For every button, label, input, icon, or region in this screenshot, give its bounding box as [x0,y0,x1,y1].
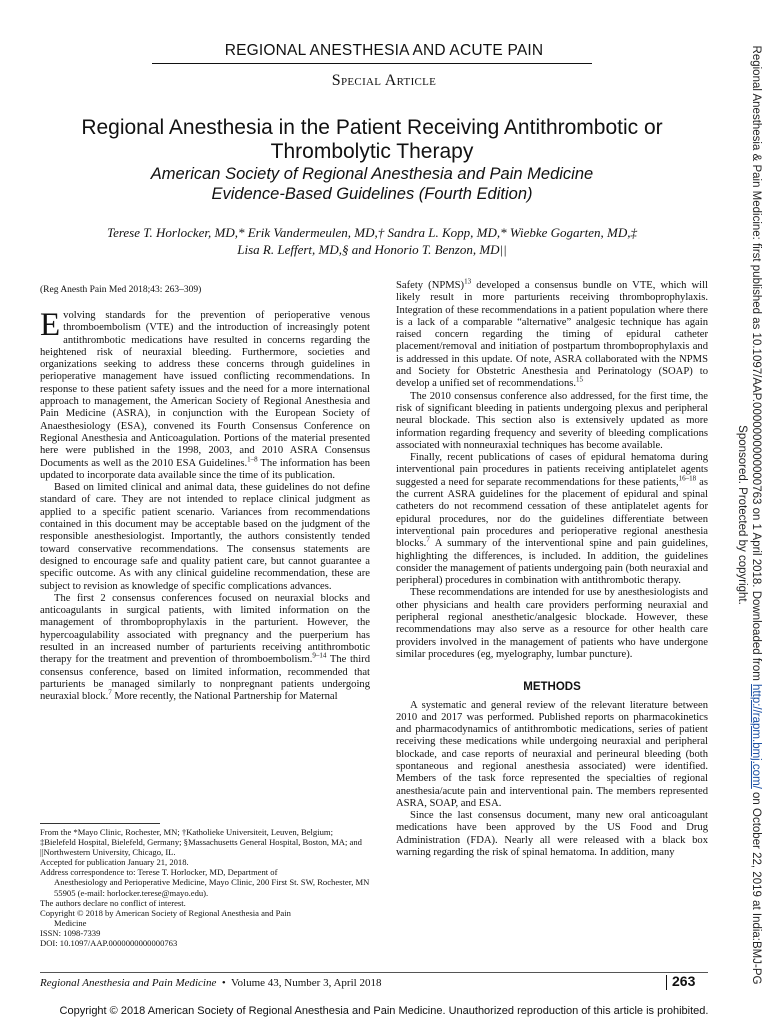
citation: (Reg Anesth Pain Med 2018;43: 263–309) [40,285,202,295]
right-column [396,277,709,859]
footnote-copyright-cont: Medicine [54,917,87,928]
article-type: Special Article [331,72,437,89]
side-note-line-1: Regional Anesthesia & Pain Medicine: first published as 10.1097/AAP.0000000000000763 on 1 April 2018. Downloaded from http://rapm.bmj.com/ on October 22, 2019 at India:BMJ-PG [750,45,762,985]
page-number: 263 [672,973,696,989]
footnote-address: Address correspondence to: Terese T. Horlocker, MD, Department of [40,867,278,878]
page-number-bar [666,975,667,990]
intro-paragraph-2: Based on limited clinical and animal data, these guidelines do not define standard of care. They are not intended to replace clinical judgment as applied to a specific patient scenario. Variances from recommendations contained in this document may be acceptable based on the judgment of the responsible anesthesiologist. Importantly, the authors consistently tended toward conservative recommendations. The consensus statements are designed to encourage safe and quality patient care, but cannot guarantee a specific outcome. As with any clinical guideline recommendation, these are subject to revision as knowledge of specific complications advances. [40,482,370,592]
left-column [40,307,371,704]
intro-paragraph-4: Safety (NPMS)$^{13}$ developed a consensus bundle on VTE, which will likely result in more parturients receiving thromboprophylaxis. Integration of these recommendations in a patient population where there is a lack of a comparable “alternative” analgesic technique has again raised concern regarding the timing of epidural catheter placement/removal and initiation of postpartum thromboprophylaxis and is addressed in this update. Of note, ASRA collaborated with the NPMS and Society for Obstetric Anesthesia and Perinatology (SOAP) to develop a unified set of recommendations.$^{15}$ [396,277,709,390]
footnote-conflict: The authors declare no conflict of interest. [40,897,186,908]
side-download-note [727,20,763,1010]
article-title: Regional Anesthesia in the Patient Receiving Antithrombotic or Thrombolytic Therapy [81,116,663,163]
footnote-rule [40,823,160,824]
intro-paragraph-7: These recommendations are intended for use by anesthesiologists and other physicians and health care providers performing neuraxial and peripheral regional anesthetic/analgesic blockade. However, these recommendations may also serve as a resource for other health care providers involved in the management of patients who have undergone similar procedures (eg, myelography, lumbar puncture). [396,587,708,660]
article-subtitle [100,164,644,204]
journal-section-header: REGIONAL ANESTHESIA AND ACUTE PAIN [224,42,544,59]
footnote-issn: ISSN: 1098-7339 [40,927,101,938]
rapm-link[interactable]: http://rapm.bmj.com/ [750,684,762,789]
subtitle-line-1: American Society of Regional Anesthesia and Pain Medicine [150,165,594,183]
intro-paragraph-6: Finally, recent publications of cases of epidural hematoma during interventional pain procedures in patients receiving antiplatelet agents suggested a need for separate recommendations for these patients,$^{16-18}$ as the current ASRA guidelines for the placement of epidural and spinal catheters do not recommend cessation of these antiplatelet agents for epidural procedures, nor do the guidelines differentiate between interventional pain procedures and perioperative regional anesthesia blocks.$^7$ A summary of the interventional spine and pain guidelines, highlighting the differences, is included. In addition, the guidelines consider the management of patients undergoing pain (both neuraxial and peripheral) procedures in combination with antithrombotic therapy. [396,452,708,587]
footnote-copyright: Copyright © 2018 by American Society of Regional Anesthesia and Pain [40,907,291,918]
authors-line-2: Lisa R. Leffert, MD,§ and Honorio T. Benzon, MD|| [237,242,507,257]
intro-paragraph-5: The 2010 consensus conference also addressed, for the first time, the risk of significant bleeding in patients undergoing plexus and peripheral neural blockade. This section also is extensively updated as more information regarding frequency and severity of bleeding complications associated with nonneuraxial techniques has become available. [396,390,708,451]
methods-paragraph-2: Since the last consensus document, many new oral anticoagulant medications have been approved by the US Food and Drug Administration (FDA). Nearly all were released with a black box warning regarding the risk of spinal hematoma. In addition, many [396,810,708,859]
intro-paragraph-3: The first 2 consensus conferences focused on neuraxial blocks and anticoagulants in surgical patients, with limited information on the management of thromboprophylaxis in the parturient. However, the hypercoagulability associated with pregnancy and the puerperium has resulted in an increased number of parturients receiving antithrombotic therapy for the treatment and prevention of thromboembolism.$^{9-14}$ The third consensus conference, based on limited information, recommended that parturients be managed similarly to nonpregnant patients undergoing neuraxial block.$^7$ More recently, the National Partnership for Maternal [40,592,371,703]
footer-volume: Volume 43, Number 3, April 2018 [231,977,382,989]
drop-cap: E [40,307,61,343]
subtitle-line-2: Evidence-Based Guidelines (Fourth Edition) [211,185,533,203]
footer-journal-name: Regional Anesthesia and Pain Medicine [40,977,217,989]
methods-paragraph-1: A systematic and general review of the relevant literature between 2010 and 2017 was performed. Published reports on pharmacokinetics and pharmacodynamics of antithrombotic medications, series of patient receiving these medications while undergoing neuraxial and peripheral blockade, and case reports of neuraxial and perineural bleeding (both spontaneous and regional anesthesia associated) were identified. Members of the task force represented the specialties of regional anesthesia/acute pain and interventional pain. The members represented ASRA, SOAP, and ESA. [396,699,708,809]
intro-paragraph-1: Evolving standards for the prevention of perioperative venous thromboembolism (VTE) and the introduction of increasingly potent antithrombotic medications have resulted in concerns regarding the heightened risk of neuraxial bleeding. Furthermore, societies and organizations seeking to address these concerns through guidelines in perioperative management have issued conflicting recommendations. In response to these patient safety issues and the need for a more international approach to management, the American Society of Regional Anesthesia and Pain Medicine (ASRA), in conjunction with the European Society of Anaesthesiology (ESA), convened its Fourth Consensus Conference on Regional Anesthesia and Anticoagulation. Portions of the material presented here were published in the 1998, 2003, and 2010 ASRA Consensus Documents as well as the 2010 ESA Guidelines.$^{1-8}$ The information has been updated to incorporate data available since the time of its publication. [40,307,370,481]
footnote-address-cont: Anesthesiology and Perioperative Medicine, Mayo Clinic, 200 First St. SW, Rochester, MN 55905 (e-mail: horlocker.terese@mayo.edu). [54,877,370,898]
author-list [60,224,684,258]
footer-rule [40,972,708,973]
side-note-line-2: Sponsored. Protected by copyright. [736,425,748,605]
copyright-notice: Copyright © 2018 American Society of Regional Anesthesia and Pain Medicine. Unauthorized reproduction of this article is prohibited. [59,1005,709,1017]
footer-journal-info: Regional Anesthesia and Pain Medicine • Volume 43, Number 3, April 2018 [40,977,382,989]
authors-line-1: Terese T. Horlocker, MD,* Erik Vandermeulen, MD,† Sandra L. Kopp, MD,* Wiebke Gogarten, MD,‡ [107,225,637,240]
footnote-doi: DOI: 10.1097/AAP.0000000000000763 [40,938,178,949]
header-rule [152,63,592,64]
footnotes [40,827,370,948]
methods-heading: METHODS [523,681,581,694]
footnote-affiliations: From the *Mayo Clinic, Rochester, MN; †Katholieke Universiteit, Leuven, Belgium; ‡Bielefeld Hospital, Bielefeld, Germany; §Massachusetts General Hospital, Boston, MA; and ||Northwestern University, Chicago, IL. [40,827,362,858]
footnote-accepted: Accepted for publication January 21, 2018. [40,857,189,868]
